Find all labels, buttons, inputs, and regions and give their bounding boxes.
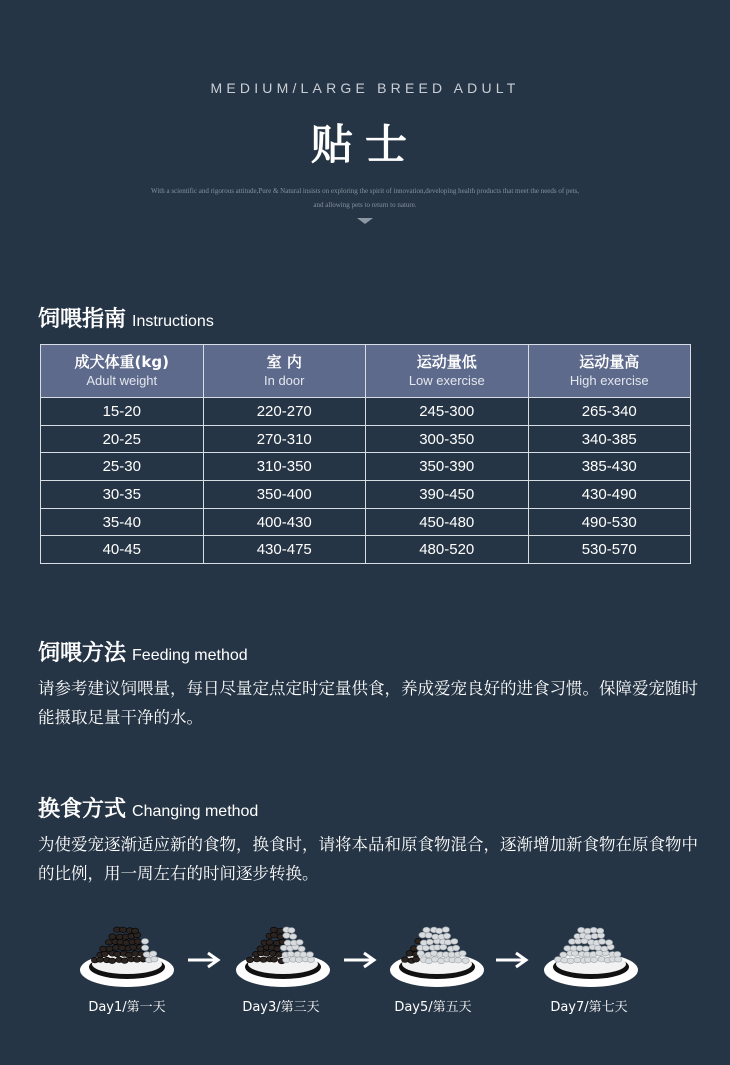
arrow-right-icon [342, 950, 378, 970]
column-header-adult-weight: 成犬体重(kg) Adult weight [41, 345, 204, 398]
table-cell: 450-480 [366, 508, 529, 536]
column-header-high-exercise: 运动量高 High exercise [528, 345, 691, 398]
table-cell: 430-475 [203, 536, 366, 564]
table-cell: 385-430 [528, 453, 691, 481]
changing-method-heading-zh: 换食方式 [38, 797, 127, 822]
table-cell: 430-490 [528, 481, 691, 509]
instructions-heading [38, 302, 214, 333]
table-cell: 480-520 [366, 536, 529, 564]
table-cell: 40-45 [41, 536, 204, 564]
table-cell: 220-270 [203, 398, 366, 426]
table-row [41, 508, 691, 536]
feeding-method-heading-zh: 饲喂方法 [38, 641, 127, 666]
instructions-heading-zh: 饲喂指南 [38, 307, 127, 332]
food-transition-illustration [0, 912, 730, 1032]
table-row [41, 398, 691, 426]
column-header-in-door: 室 内 In door [203, 345, 366, 398]
bowl-day1-icon [77, 912, 177, 992]
table-cell: 245-300 [366, 398, 529, 426]
instructions-heading-en: Instructions [132, 313, 214, 330]
day-label: Day1/第一天 [88, 1000, 166, 1015]
table-row [41, 536, 691, 564]
table-cell: 300-350 [366, 425, 529, 453]
table-cell: 390-450 [366, 481, 529, 509]
table-row [41, 425, 691, 453]
day-label: Day5/第五天 [394, 1000, 472, 1015]
chevron-down-icon [357, 218, 373, 224]
table-cell: 15-20 [41, 398, 204, 426]
table-cell: 340-385 [528, 425, 691, 453]
table-cell: 30-35 [41, 481, 204, 509]
arrow-right-icon [186, 950, 222, 970]
bowl-day5-icon [387, 912, 487, 992]
changing-method-text: 为使爱宠逐渐适应新的食物，换食时，请将本品和原食物混合，逐渐增加新食物在原食物中的比例，用一周左右的时间逐步转换。 [38, 835, 698, 883]
changing-method-heading-en: Changing method [132, 803, 259, 820]
table-cell: 490-530 [528, 508, 691, 536]
header-subtitle: With a scientific and rigorous attitude,Pure & Natural insists on exploring the spirit of innovation,developing health products that meet the needs of pets, and allowing pets to return to nature. [151, 187, 579, 209]
table-cell: 350-390 [366, 453, 529, 481]
changing-method-heading [38, 792, 258, 823]
table-cell: 25-30 [41, 453, 204, 481]
day-label: Day7/第七天 [550, 1000, 628, 1015]
table-row [41, 481, 691, 509]
table-row [41, 453, 691, 481]
table-cell: 350-400 [203, 481, 366, 509]
table-cell: 270-310 [203, 425, 366, 453]
table-header-row [41, 345, 691, 398]
feeding-method-heading [38, 636, 248, 667]
feeding-method-heading-en: Feeding method [132, 647, 248, 664]
header-english-title: MEDIUM/LARGE BREED ADULT [210, 80, 520, 96]
bowl-day3-icon [233, 912, 333, 992]
table-cell: 35-40 [41, 508, 204, 536]
table-cell: 265-340 [528, 398, 691, 426]
table-cell: 20-25 [41, 425, 204, 453]
page-title: 贴士 [310, 120, 419, 169]
table-cell: 400-430 [203, 508, 366, 536]
feeding-table [40, 344, 691, 564]
table-cell: 530-570 [528, 536, 691, 564]
bowl-day7-icon [541, 912, 641, 992]
day-label: Day3/第三天 [242, 1000, 320, 1015]
table-cell: 310-350 [203, 453, 366, 481]
column-header-low-exercise: 运动量低 Low exercise [366, 345, 529, 398]
arrow-right-icon [494, 950, 530, 970]
feeding-method-text: 请参考建议饲喂量，每日尽量定点定时定量供食，养成爱宠良好的进食习惯。保障爱宠随时能摄取足量干净的水。 [38, 679, 698, 727]
